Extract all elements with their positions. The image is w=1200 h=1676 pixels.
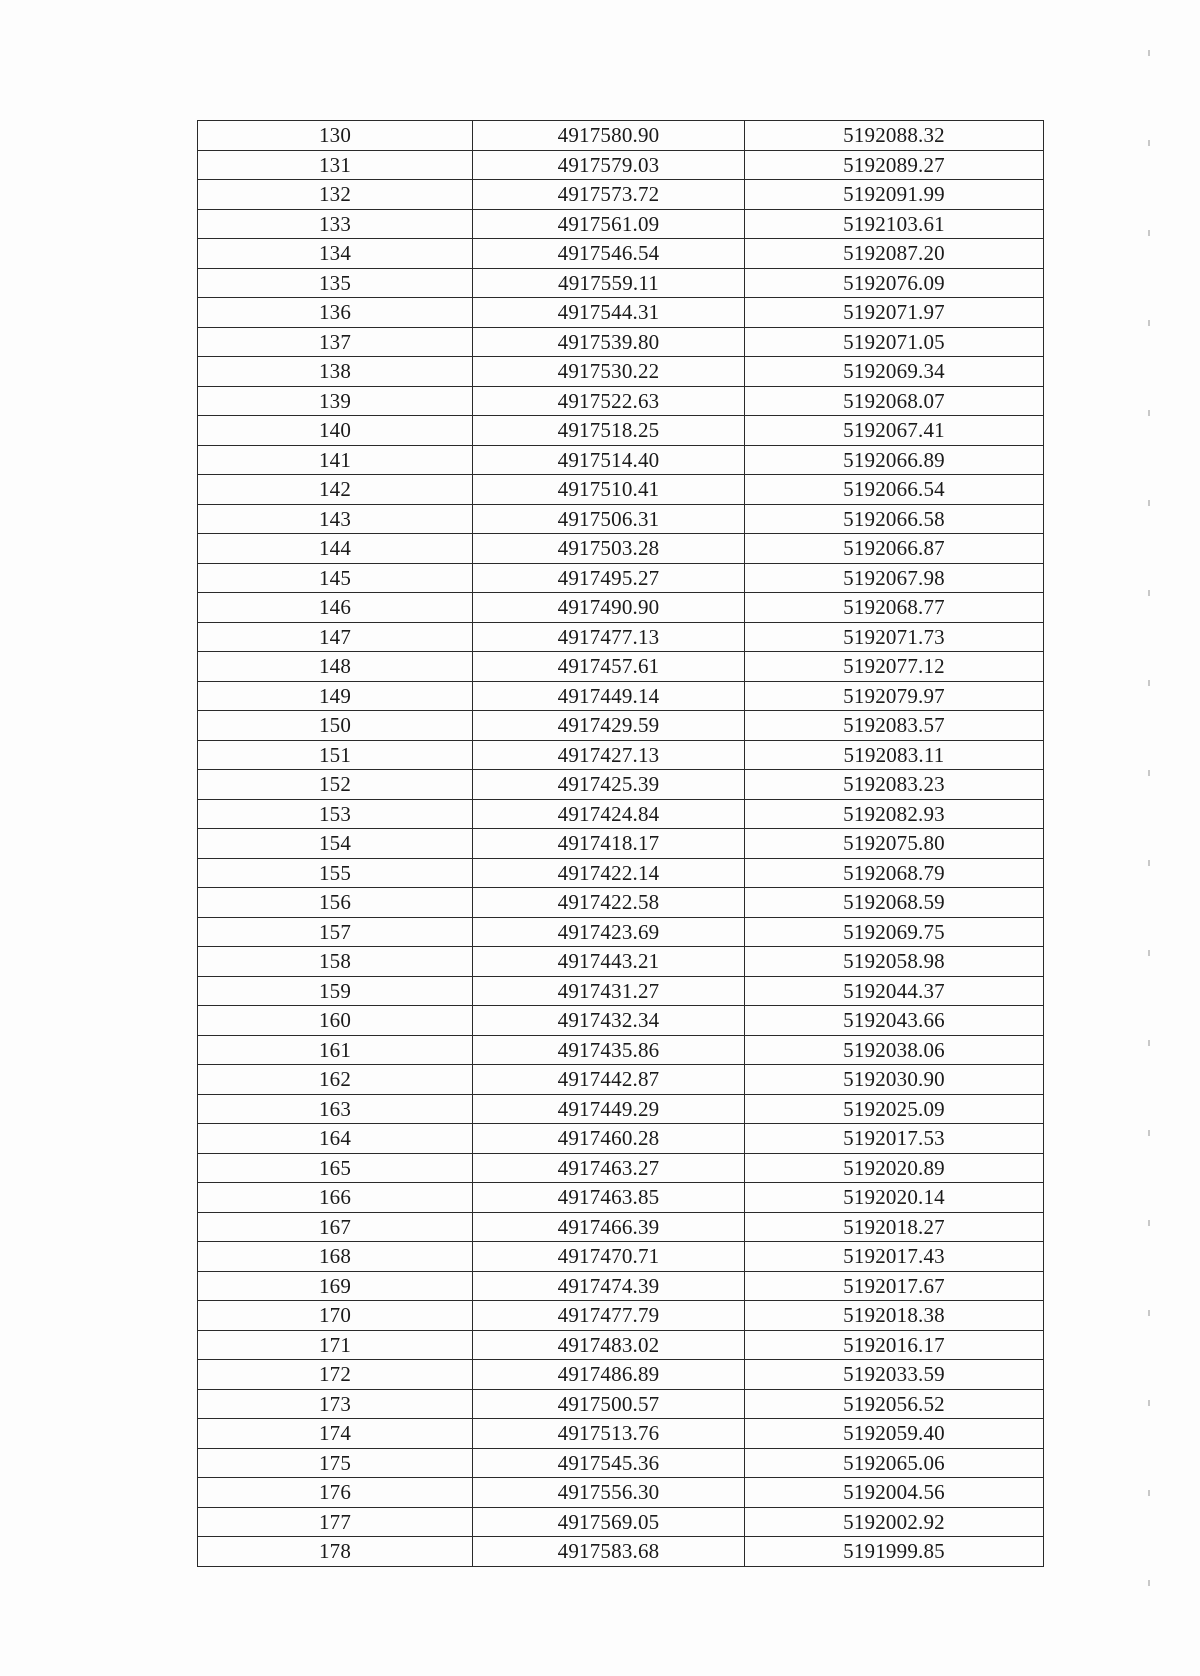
- table-row: [198, 534, 1044, 564]
- point-number-cell: 163: [198, 1094, 473, 1124]
- table-row: [198, 268, 1044, 298]
- x-coordinate-cell: 4917429.59: [473, 711, 745, 741]
- point-number-cell: 142: [198, 475, 473, 505]
- x-coordinate-cell: 4917486.89: [473, 1360, 745, 1390]
- x-coordinate-cell: 4917514.40: [473, 445, 745, 475]
- x-coordinate-cell: 4917573.72: [473, 180, 745, 210]
- y-coordinate-cell: 5192066.89: [745, 445, 1044, 475]
- y-coordinate-cell: 5192038.06: [745, 1035, 1044, 1065]
- y-coordinate-cell: 5192020.14: [745, 1183, 1044, 1213]
- y-coordinate-cell: 5192017.67: [745, 1271, 1044, 1301]
- table-row: [198, 1065, 1044, 1095]
- table-row: [198, 1478, 1044, 1508]
- coordinate-table: [197, 120, 1044, 1567]
- point-number-cell: 157: [198, 917, 473, 947]
- table-row: [198, 445, 1044, 475]
- y-coordinate-cell: 5191999.85: [745, 1537, 1044, 1567]
- y-coordinate-cell: 5192071.73: [745, 622, 1044, 652]
- table-row: [198, 1507, 1044, 1537]
- point-number-cell: 145: [198, 563, 473, 593]
- point-number-cell: 143: [198, 504, 473, 534]
- x-coordinate-cell: 4917503.28: [473, 534, 745, 564]
- x-coordinate-cell: 4917556.30: [473, 1478, 745, 1508]
- point-number-cell: 130: [198, 121, 473, 151]
- point-number-cell: 175: [198, 1448, 473, 1478]
- point-number-cell: 159: [198, 976, 473, 1006]
- x-coordinate-cell: 4917477.13: [473, 622, 745, 652]
- y-coordinate-cell: 5192068.79: [745, 858, 1044, 888]
- y-coordinate-cell: 5192076.09: [745, 268, 1044, 298]
- point-number-cell: 172: [198, 1360, 473, 1390]
- table-row: [198, 1242, 1044, 1272]
- y-coordinate-cell: 5192017.53: [745, 1124, 1044, 1154]
- point-number-cell: 169: [198, 1271, 473, 1301]
- point-number-cell: 178: [198, 1537, 473, 1567]
- y-coordinate-cell: 5192017.43: [745, 1242, 1044, 1272]
- y-coordinate-cell: 5192043.66: [745, 1006, 1044, 1036]
- y-coordinate-cell: 5192089.27: [745, 150, 1044, 180]
- y-coordinate-cell: 5192088.32: [745, 121, 1044, 151]
- table-row: [198, 740, 1044, 770]
- y-coordinate-cell: 5192016.17: [745, 1330, 1044, 1360]
- table-row: [198, 209, 1044, 239]
- y-coordinate-cell: 5192018.38: [745, 1301, 1044, 1331]
- table-row: [198, 504, 1044, 534]
- point-number-cell: 135: [198, 268, 473, 298]
- table-row: [198, 1153, 1044, 1183]
- table-row: [198, 1419, 1044, 1449]
- x-coordinate-cell: 4917569.05: [473, 1507, 745, 1537]
- y-coordinate-cell: 5192068.07: [745, 386, 1044, 416]
- table-row: [198, 1094, 1044, 1124]
- y-coordinate-cell: 5192083.23: [745, 770, 1044, 800]
- x-coordinate-cell: 4917530.22: [473, 357, 745, 387]
- point-number-cell: 158: [198, 947, 473, 977]
- table-row: [198, 1389, 1044, 1419]
- point-number-cell: 162: [198, 1065, 473, 1095]
- y-coordinate-cell: 5192083.11: [745, 740, 1044, 770]
- y-coordinate-cell: 5192066.87: [745, 534, 1044, 564]
- x-coordinate-cell: 4917483.02: [473, 1330, 745, 1360]
- x-coordinate-cell: 4917495.27: [473, 563, 745, 593]
- point-number-cell: 132: [198, 180, 473, 210]
- table-row: [198, 799, 1044, 829]
- x-coordinate-cell: 4917490.90: [473, 593, 745, 623]
- table-row: [198, 947, 1044, 977]
- y-coordinate-cell: 5192020.89: [745, 1153, 1044, 1183]
- x-coordinate-cell: 4917561.09: [473, 209, 745, 239]
- table-row: [198, 1183, 1044, 1213]
- table-row: [198, 917, 1044, 947]
- y-coordinate-cell: 5192068.77: [745, 593, 1044, 623]
- point-number-cell: 152: [198, 770, 473, 800]
- scan-edge-marks: [1148, 10, 1150, 1610]
- table-row: [198, 829, 1044, 859]
- table-row: [198, 563, 1044, 593]
- table-row: [198, 1271, 1044, 1301]
- y-coordinate-cell: 5192091.99: [745, 180, 1044, 210]
- x-coordinate-cell: 4917449.29: [473, 1094, 745, 1124]
- table-row: [198, 1330, 1044, 1360]
- point-number-cell: 164: [198, 1124, 473, 1154]
- x-coordinate-cell: 4917579.03: [473, 150, 745, 180]
- table-row: [198, 1301, 1044, 1331]
- x-coordinate-cell: 4917474.39: [473, 1271, 745, 1301]
- y-coordinate-cell: 5192004.56: [745, 1478, 1044, 1508]
- point-number-cell: 134: [198, 239, 473, 269]
- x-coordinate-cell: 4917425.39: [473, 770, 745, 800]
- y-coordinate-cell: 5192079.97: [745, 681, 1044, 711]
- point-number-cell: 131: [198, 150, 473, 180]
- table-row: [198, 121, 1044, 151]
- table-row: [198, 386, 1044, 416]
- point-number-cell: 176: [198, 1478, 473, 1508]
- point-number-cell: 165: [198, 1153, 473, 1183]
- point-number-cell: 174: [198, 1419, 473, 1449]
- x-coordinate-cell: 4917477.79: [473, 1301, 745, 1331]
- table-row: [198, 858, 1044, 888]
- x-coordinate-cell: 4917518.25: [473, 416, 745, 446]
- x-coordinate-cell: 4917545.36: [473, 1448, 745, 1478]
- y-coordinate-cell: 5192071.05: [745, 327, 1044, 357]
- y-coordinate-cell: 5192018.27: [745, 1212, 1044, 1242]
- x-coordinate-cell: 4917506.31: [473, 504, 745, 534]
- table-row: [198, 681, 1044, 711]
- table-row: [198, 1537, 1044, 1567]
- x-coordinate-cell: 4917583.68: [473, 1537, 745, 1567]
- x-coordinate-cell: 4917559.11: [473, 268, 745, 298]
- point-number-cell: 154: [198, 829, 473, 859]
- x-coordinate-cell: 4917463.85: [473, 1183, 745, 1213]
- y-coordinate-cell: 5192058.98: [745, 947, 1044, 977]
- y-coordinate-cell: 5192059.40: [745, 1419, 1044, 1449]
- point-number-cell: 150: [198, 711, 473, 741]
- table-row: [198, 298, 1044, 328]
- y-coordinate-cell: 5192069.75: [745, 917, 1044, 947]
- point-number-cell: 138: [198, 357, 473, 387]
- x-coordinate-cell: 4917522.63: [473, 386, 745, 416]
- x-coordinate-cell: 4917422.58: [473, 888, 745, 918]
- table-row: [198, 652, 1044, 682]
- table-row: [198, 1212, 1044, 1242]
- point-number-cell: 155: [198, 858, 473, 888]
- y-coordinate-cell: 5192025.09: [745, 1094, 1044, 1124]
- coordinate-table-body: [198, 121, 1044, 1567]
- point-number-cell: 160: [198, 1006, 473, 1036]
- point-number-cell: 148: [198, 652, 473, 682]
- x-coordinate-cell: 4917432.34: [473, 1006, 745, 1036]
- y-coordinate-cell: 5192068.59: [745, 888, 1044, 918]
- y-coordinate-cell: 5192056.52: [745, 1389, 1044, 1419]
- y-coordinate-cell: 5192033.59: [745, 1360, 1044, 1390]
- point-number-cell: 177: [198, 1507, 473, 1537]
- x-coordinate-cell: 4917546.54: [473, 239, 745, 269]
- x-coordinate-cell: 4917449.14: [473, 681, 745, 711]
- y-coordinate-cell: 5192066.58: [745, 504, 1044, 534]
- table-row: [198, 593, 1044, 623]
- x-coordinate-cell: 4917457.61: [473, 652, 745, 682]
- table-row: [198, 1006, 1044, 1036]
- y-coordinate-cell: 5192067.41: [745, 416, 1044, 446]
- y-coordinate-cell: 5192077.12: [745, 652, 1044, 682]
- table-row: [198, 622, 1044, 652]
- y-coordinate-cell: 5192044.37: [745, 976, 1044, 1006]
- x-coordinate-cell: 4917443.21: [473, 947, 745, 977]
- y-coordinate-cell: 5192002.92: [745, 1507, 1044, 1537]
- point-number-cell: 170: [198, 1301, 473, 1331]
- table-row: [198, 888, 1044, 918]
- x-coordinate-cell: 4917580.90: [473, 121, 745, 151]
- y-coordinate-cell: 5192069.34: [745, 357, 1044, 387]
- point-number-cell: 136: [198, 298, 473, 328]
- table-row: [198, 711, 1044, 741]
- point-number-cell: 173: [198, 1389, 473, 1419]
- y-coordinate-cell: 5192030.90: [745, 1065, 1044, 1095]
- x-coordinate-cell: 4917442.87: [473, 1065, 745, 1095]
- point-number-cell: 139: [198, 386, 473, 416]
- table-row: [198, 475, 1044, 505]
- table-row: [198, 770, 1044, 800]
- x-coordinate-cell: 4917463.27: [473, 1153, 745, 1183]
- table-row: [198, 1448, 1044, 1478]
- y-coordinate-cell: 5192071.97: [745, 298, 1044, 328]
- point-number-cell: 146: [198, 593, 473, 623]
- table-row: [198, 1124, 1044, 1154]
- x-coordinate-cell: 4917470.71: [473, 1242, 745, 1272]
- x-coordinate-cell: 4917431.27: [473, 976, 745, 1006]
- x-coordinate-cell: 4917500.57: [473, 1389, 745, 1419]
- y-coordinate-cell: 5192103.61: [745, 209, 1044, 239]
- y-coordinate-cell: 5192075.80: [745, 829, 1044, 859]
- y-coordinate-cell: 5192067.98: [745, 563, 1044, 593]
- point-number-cell: 161: [198, 1035, 473, 1065]
- x-coordinate-cell: 4917544.31: [473, 298, 745, 328]
- x-coordinate-cell: 4917424.84: [473, 799, 745, 829]
- point-number-cell: 171: [198, 1330, 473, 1360]
- point-number-cell: 167: [198, 1212, 473, 1242]
- x-coordinate-cell: 4917510.41: [473, 475, 745, 505]
- table-row: [198, 1360, 1044, 1390]
- table-row: [198, 416, 1044, 446]
- x-coordinate-cell: 4917422.14: [473, 858, 745, 888]
- point-number-cell: 168: [198, 1242, 473, 1272]
- table-row: [198, 1035, 1044, 1065]
- point-number-cell: 153: [198, 799, 473, 829]
- point-number-cell: 140: [198, 416, 473, 446]
- table-row: [198, 357, 1044, 387]
- table-row: [198, 239, 1044, 269]
- point-number-cell: 147: [198, 622, 473, 652]
- x-coordinate-cell: 4917539.80: [473, 327, 745, 357]
- y-coordinate-cell: 5192087.20: [745, 239, 1044, 269]
- point-number-cell: 144: [198, 534, 473, 564]
- x-coordinate-cell: 4917466.39: [473, 1212, 745, 1242]
- point-number-cell: 151: [198, 740, 473, 770]
- point-number-cell: 149: [198, 681, 473, 711]
- x-coordinate-cell: 4917460.28: [473, 1124, 745, 1154]
- x-coordinate-cell: 4917435.86: [473, 1035, 745, 1065]
- y-coordinate-cell: 5192066.54: [745, 475, 1044, 505]
- point-number-cell: 137: [198, 327, 473, 357]
- x-coordinate-cell: 4917513.76: [473, 1419, 745, 1449]
- x-coordinate-cell: 4917418.17: [473, 829, 745, 859]
- point-number-cell: 166: [198, 1183, 473, 1213]
- table-row: [198, 976, 1044, 1006]
- table-row: [198, 180, 1044, 210]
- table-row: [198, 327, 1044, 357]
- x-coordinate-cell: 4917423.69: [473, 917, 745, 947]
- table-row: [198, 150, 1044, 180]
- y-coordinate-cell: 5192082.93: [745, 799, 1044, 829]
- point-number-cell: 141: [198, 445, 473, 475]
- point-number-cell: 156: [198, 888, 473, 918]
- y-coordinate-cell: 5192083.57: [745, 711, 1044, 741]
- x-coordinate-cell: 4917427.13: [473, 740, 745, 770]
- point-number-cell: 133: [198, 209, 473, 239]
- y-coordinate-cell: 5192065.06: [745, 1448, 1044, 1478]
